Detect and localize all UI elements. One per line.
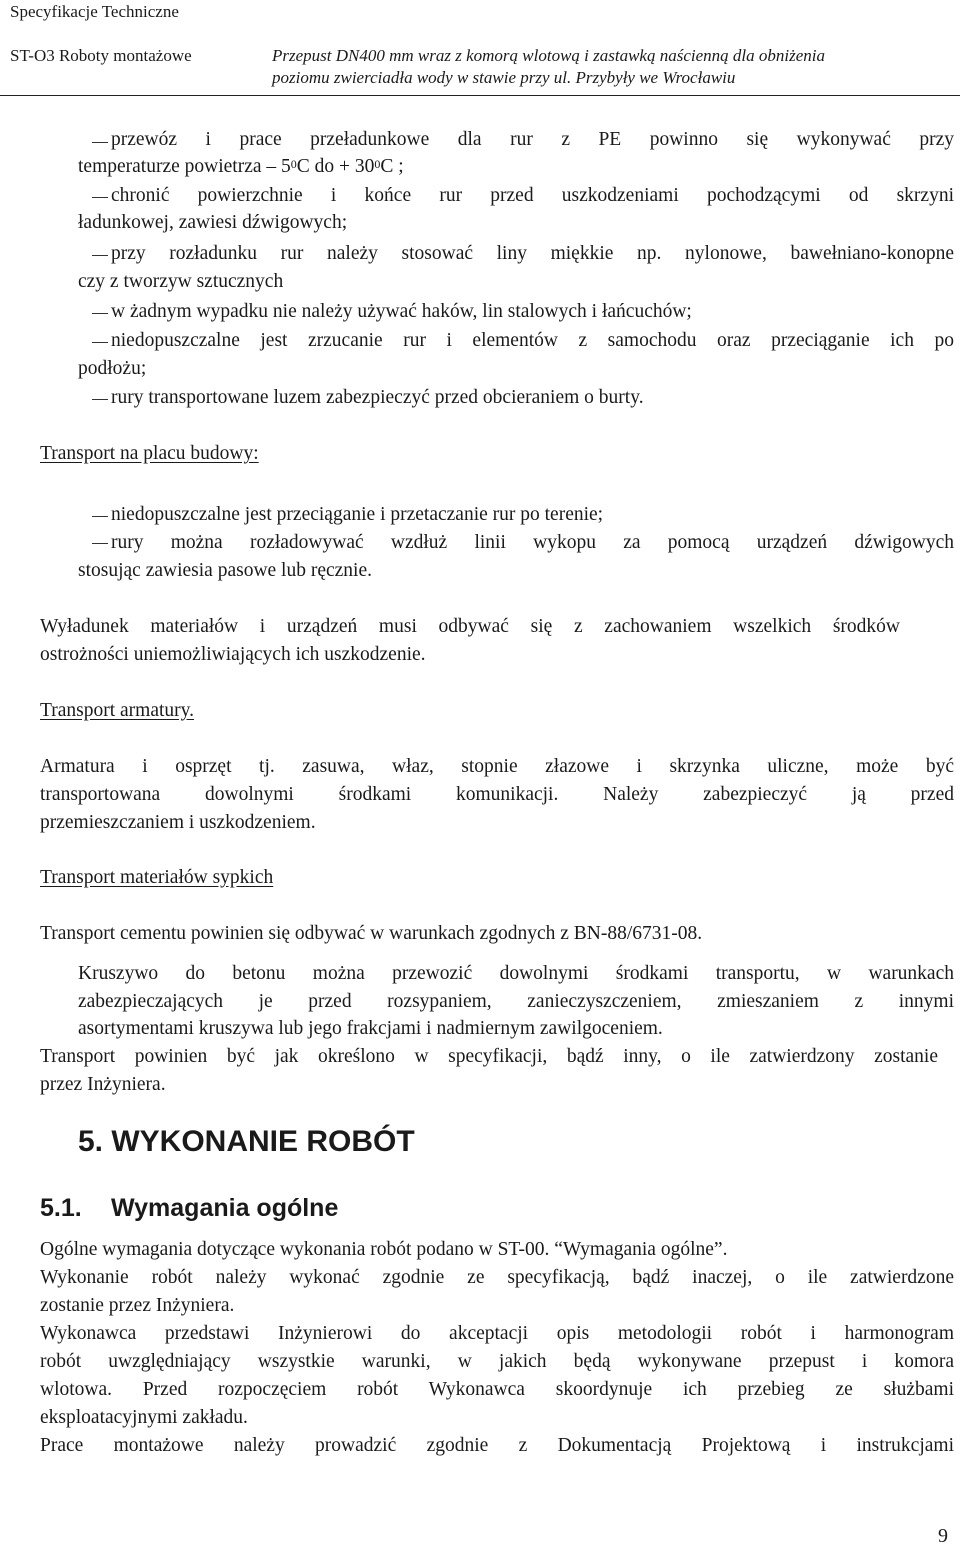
project-title-line1: Przepust DN400 mm wraz z komorą wlotową i zastawką naścienną dla obniżenia [272,46,825,65]
bullet-text: niedopuszczalne jest zrzucanie rur i elementów z samochodu oraz przeciąganie ich po [111,330,954,351]
bullet-text-continued: czy z tworzyw sztucznych [78,271,284,292]
paragraph: transportowana dowolnymi środkami komunikacji. Należy zabezpieczyć ją przed [40,784,954,805]
doc-title: Specyfikacje Techniczne [10,2,179,21]
bullet-text-continued: stosując zawiesia pasowe lub ręcznie. [78,560,373,581]
paragraph-continued: przez Inżyniera. [40,1074,166,1095]
paragraph: Transport powinien być jak określono w specyfikacji, bądź inny, o ile zatwierdzony zostanie [40,1046,938,1067]
bullet-dash [92,255,108,256]
section-heading-fittings: Transport armatury. [40,700,194,721]
subsection-title: Wymagania ogólne [111,1194,339,1222]
page-number: 9 [938,1525,948,1547]
bullet-dash [92,516,108,517]
bullet-dash [92,399,108,400]
paragraph: Transport cementu powinien się odbywać w warunkach zgodnych z BN-88/6731-08. [40,923,703,944]
bullet-dash [92,342,108,343]
paragraph: Prace montażowe należy prowadzić zgodnie z Dokumentacją Projektową i instrukcjami [40,1435,954,1456]
section-heading-5: 5. WYKONANIE ROBÓT [78,1125,415,1158]
paragraph-continued: eksploatacyjnymi zakładu. [40,1407,248,1428]
paragraph: Armatura i osprzęt tj. zasuwa, właz, stopnie złazowe i skrzynka uliczne, może być [40,756,954,777]
bullet-text-continued: ładunkowej, zawiesi dźwigowych; [78,212,348,233]
subsection-number: 5.1. [40,1194,82,1222]
paragraph-continued: przemieszczaniem i uszkodzeniem. [40,812,316,833]
bullet-text: niedopuszczalne jest przeciąganie i przetaczanie rur po terenie; [111,504,604,525]
bullet-text-continued: podłożu; [78,358,147,379]
bullet-dash [92,142,108,143]
bullet-text: przewóz i prace przeładunkowe dla rur z PE powinno się wykonywać przy [111,129,954,150]
paragraph: Kruszywo do betonu można przewozić dowolnymi środkami transportu, w warunkach [78,963,954,984]
paragraph: Wyładunek materiałów i urządzeń musi odbywać się z zachowaniem wszelkich środków [40,616,900,637]
header-rule [0,95,960,96]
section-heading-bulk: Transport materiałów sypkich [40,867,274,888]
paragraph-continued: ostrożności uniemożliwiających ich uszkodzenie. [40,644,426,665]
bullet-dash [92,197,108,198]
bullet-dash [92,313,108,314]
paragraph: Wykonanie robót należy wykonać zgodnie ze specyfikacją, bądź inaczej, o ile zatwierdzone [40,1267,954,1288]
paragraph: wlotowa. Przed rozpoczęciem robót Wykonawca skoordynuje ich przebieg ze służbami [40,1379,954,1400]
bullet-text-continued: temperaturze powietrza – $5^0C$ do + $30^0C$ ; [78,156,404,177]
bullet-text: rury można rozładowywać wzdłuż linii wykopu za pomocą urządzeń dźwigowych [111,532,954,553]
paragraph: Ogólne wymagania dotyczące wykonania robót podano w ST-00. “Wymagania ogólne”. [40,1239,728,1260]
section-heading-site-transport: Transport na placu budowy: [40,443,259,464]
bullet-text: przy rozładunku rur należy stosować liny miękkie np. nylonowe, bawełniano-konopne [111,243,954,264]
section-label: ST-O3 Roboty montażowe [10,46,192,65]
project-title-line2: poziomu zwierciadła wody w stawie przy ul. Przybyły we Wrocławiu [272,68,736,87]
bullet-text: chronić powierzchnie i końce rur przed uszkodzeniami pochodzącymi od skrzyni [111,185,954,206]
paragraph: zabezpieczających je przed rozsypaniem, zanieczyszczeniem, zmieszaniem z innymi [78,991,954,1012]
paragraph: Wykonawca przedstawi Inżynierowi do akceptacji opis metodologii robót i harmonogram [40,1323,954,1344]
paragraph: robót uwzględniający wszystkie warunki, w jakich będą wykonywane przepust i komora [40,1351,954,1372]
paragraph-continued: asortymentami kruszywa lub jego frakcjami i nadmiernym zawilgoceniem. [78,1018,663,1039]
bullet-text: w żadnym wypadku nie należy używać haków, lin stalowych i łańcuchów; [111,301,692,322]
paragraph-continued: zostanie przez Inżyniera. [40,1295,235,1316]
bullet-dash [92,543,108,544]
bullet-text: rury transportowane luzem zabezpieczyć przed obcieraniem o burty. [111,387,644,408]
